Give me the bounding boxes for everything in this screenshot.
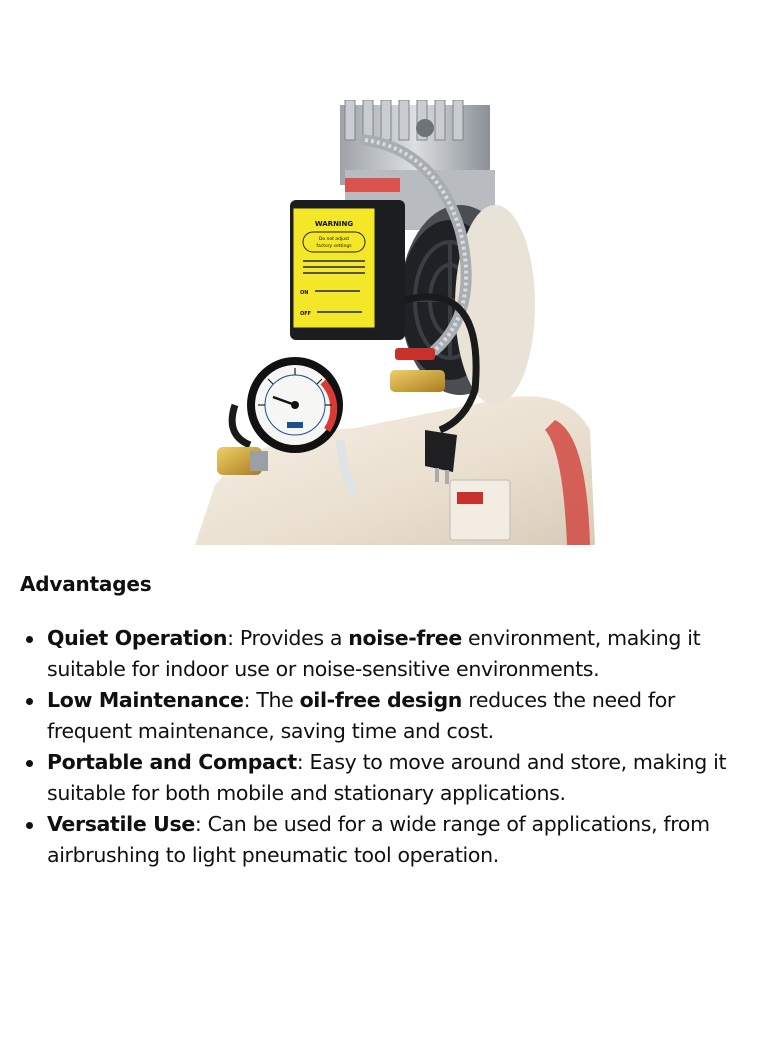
advantages-list <box>20 623 755 871</box>
tank-plate <box>450 480 510 540</box>
brass-valve <box>390 370 445 392</box>
list-item <box>20 685 755 747</box>
sticker-off: OFF <box>300 311 312 317</box>
product-image <box>195 100 595 545</box>
advantage-term: Portable and Compact <box>47 750 297 774</box>
advantage-highlight: noise-free <box>348 626 462 650</box>
advantage-text: reduces the need for frequent maintenance, saving time and cost. <box>47 688 675 743</box>
advantage-text: environment, making it suitable for indoor use or noise-sensitive environments. <box>47 626 701 681</box>
sticker-line-2: factory settings <box>316 244 352 249</box>
advantage-text: : Can be used for a wide range of applications, from airbrushing to light pneumatic tool operation. <box>47 812 710 867</box>
bullet-icon <box>26 822 33 829</box>
list-item <box>20 809 755 871</box>
advantage-term: Low Maintenance <box>47 688 244 712</box>
advantage-text: : Easy to move around and store, making it suitable for both mobile and stationary applications. <box>47 750 727 805</box>
power-plug <box>425 430 457 472</box>
compressor-illustration <box>195 100 595 545</box>
bullet-icon <box>26 698 33 705</box>
heatsink-fins <box>345 100 463 140</box>
red-handle <box>395 348 435 360</box>
advantage-term: Quiet Operation <box>47 626 228 650</box>
advantage-term: Versatile Use <box>47 812 195 836</box>
advantage-text: : Provides a <box>227 626 349 650</box>
pump-bolt <box>416 119 434 137</box>
bullet-icon <box>26 760 33 767</box>
red-gasket <box>345 178 400 192</box>
sticker-on: ON <box>300 290 309 296</box>
sticker-line-1: Do not adjust <box>318 237 350 242</box>
advantage-text: : The <box>243 688 300 712</box>
section-title: Advantages <box>20 572 152 596</box>
bullet-icon <box>26 636 33 643</box>
advantage-highlight: oil-free design <box>299 688 463 712</box>
list-item <box>20 747 755 809</box>
list-item <box>20 623 755 685</box>
tank-plate-red <box>457 492 483 504</box>
sticker-title: WARNING <box>314 220 354 228</box>
